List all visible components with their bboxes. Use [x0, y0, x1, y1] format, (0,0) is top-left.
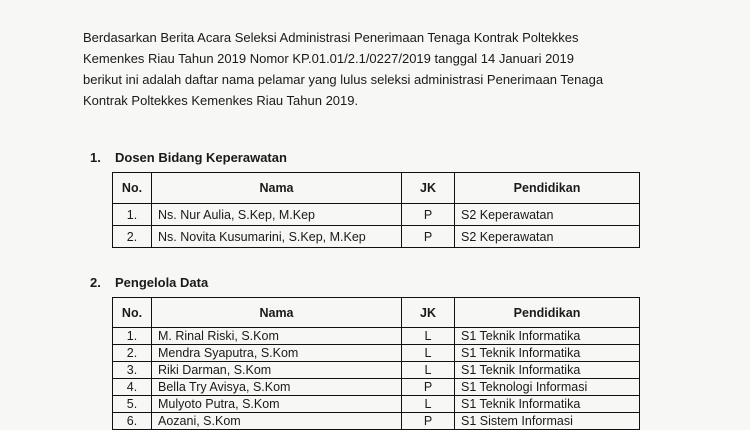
cell-pendidikan: S1 Teknik Informatika [455, 328, 640, 345]
cell-no: 6. [113, 413, 152, 430]
intro-line: Kemenkes Riau Tahun 2019 Nomor KP.01.01/2.1/0227/2019 tanggal 14 Januari 2019 [83, 51, 574, 66]
cell-no: 5. [113, 396, 152, 413]
cell-pendidikan: S2 Keperawatan [455, 204, 640, 226]
table-row [113, 413, 640, 430]
cell-nama: Aozani, S.Kom [152, 413, 402, 430]
section-heading [90, 275, 208, 290]
section-number: 2. [90, 275, 101, 290]
cell-pendidikan: S1 Teknologi Informasi [455, 379, 640, 396]
cell-no: 1. [113, 204, 152, 226]
cell-nama: Mulyoto Putra, S.Kom [152, 396, 402, 413]
table-row [113, 362, 640, 379]
table-dosen [112, 172, 640, 248]
cell-nama: Ns. Nur Aulia, S.Kep, M.Kep [152, 204, 402, 226]
header-no: No. [113, 173, 152, 204]
cell-pendidikan: S2 Keperawatan [455, 226, 640, 248]
cell-jk: P [402, 413, 455, 430]
section-heading [90, 150, 287, 165]
table-row [113, 379, 640, 396]
cell-jk: P [402, 379, 455, 396]
cell-jk: L [402, 345, 455, 362]
intro-line: Kontrak Poltekkes Kemenkes Riau Tahun 2019. [83, 93, 359, 108]
table-row [113, 396, 640, 413]
intro-paragraph [83, 27, 648, 111]
cell-nama: Bella Try Avisya, S.Kom [152, 379, 402, 396]
header-pendidikan: Pendidikan [455, 298, 640, 328]
cell-nama: Ns. Novita Kusumarini, S.Kep, M.Kep [152, 226, 402, 248]
cell-jk: P [402, 226, 455, 248]
cell-pendidikan: S1 Teknik Informatika [455, 345, 640, 362]
cell-pendidikan: S1 Sistem Informasi [455, 413, 640, 430]
table-row [113, 328, 640, 345]
header-nama: Nama [152, 298, 402, 328]
cell-nama: M. Rinal Riski, S.Kom [152, 328, 402, 345]
header-nama: Nama [152, 173, 402, 204]
cell-pendidikan: S1 Teknik Informatika [455, 396, 640, 413]
cell-nama: Riki Darman, S.Kom [152, 362, 402, 379]
table-row [113, 226, 640, 248]
section-title: Pengelola Data [115, 275, 209, 290]
header-no: No. [113, 298, 152, 328]
cell-no: 4. [113, 379, 152, 396]
table-row [113, 204, 640, 226]
cell-nama: Mendra Syaputra, S.Kom [152, 345, 402, 362]
section-title: Dosen Bidang Keperawatan [115, 150, 287, 165]
intro-line: Berdasarkan Berita Acara Seleksi Administrasi Penerimaan Tenaga Kontrak Poltekkes [83, 30, 579, 45]
cell-no: 1. [113, 328, 152, 345]
cell-no: 3. [113, 362, 152, 379]
table-header-row [113, 298, 640, 328]
header-pendidikan: Pendidikan [455, 173, 640, 204]
section-number: 1. [90, 150, 101, 165]
cell-jk: L [402, 396, 455, 413]
cell-no: 2. [113, 345, 152, 362]
intro-line: berikut ini adalah daftar nama pelamar yang lulus seleksi administrasi Penerimaan Tenaga [83, 72, 604, 87]
cell-jk: P [402, 204, 455, 226]
header-jk: JK [402, 173, 455, 204]
header-jk: JK [402, 298, 455, 328]
cell-jk: L [402, 362, 455, 379]
cell-pendidikan: S1 Teknik Informatika [455, 362, 640, 379]
table-pengelola-data [112, 297, 640, 430]
table-header-row [113, 173, 640, 204]
cell-jk: L [402, 328, 455, 345]
table-row [113, 345, 640, 362]
cell-no: 2. [113, 226, 152, 248]
